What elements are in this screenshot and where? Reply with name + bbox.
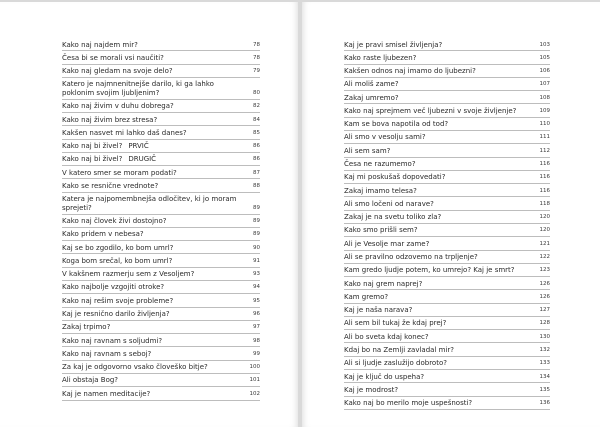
toc-entry-page-number: 91 <box>253 257 260 264</box>
toc-entry <box>344 91 550 104</box>
toc-entry-title: Kako naj gledam na svoje delo? <box>62 67 173 76</box>
toc-entry-title: Kako naj ravnam s seboj? <box>62 349 152 358</box>
toc-entry-title: Zakaj umremo? <box>344 93 399 102</box>
toc-entry <box>344 65 550 78</box>
toc-entry-title: Kako naj človek živi dostojno? <box>62 217 167 226</box>
toc-entry-page-number: 100 <box>249 364 260 371</box>
toc-entry <box>62 140 260 153</box>
toc-entry-page-number: 99 <box>253 350 260 357</box>
right-page <box>302 2 600 427</box>
toc-entry-page-number: 84 <box>253 116 260 123</box>
toc-entry-title: Kako raste ljubezen? <box>344 53 417 62</box>
toc-entry-title: Kaj je ključ do uspeha? <box>344 372 425 381</box>
toc-entry <box>344 144 550 157</box>
toc-entry-title: Ali bo sveta kdaj konec? <box>344 332 429 341</box>
toc-entry-page-number: 80 <box>253 89 260 96</box>
toc-entry <box>344 184 550 197</box>
toc-entry-page-number: 89 <box>253 231 260 238</box>
toc-entry <box>344 78 550 91</box>
toc-entry-title: Kaj mi poskušaš dopovedati? <box>344 173 446 182</box>
toc-entry-title: Kako naj živim v duhu dobrega? <box>62 102 174 111</box>
toc-entry-page-number: 135 <box>539 386 550 393</box>
toc-entry-title: Kakšen nasvet mi lahko daš danes? <box>62 128 187 137</box>
toc-entry <box>62 113 260 126</box>
toc-entry <box>344 251 550 264</box>
toc-entry-page-number: 94 <box>253 284 260 291</box>
toc-entry-page-number: 126 <box>539 293 550 300</box>
toc-entry <box>62 294 260 307</box>
toc-entry-title: Ali se pravilno odzovemo na trpljenje? <box>344 253 478 261</box>
toc-entry-title: Kako pridem v nebesa? <box>62 230 144 239</box>
toc-entry-page-number: 86 <box>253 156 260 163</box>
toc-entry-page-number: 110 <box>539 121 550 128</box>
toc-entry-title: Česa ne razumemo? <box>344 160 416 169</box>
toc-entry <box>62 374 260 387</box>
toc-entry <box>344 343 550 356</box>
toc-entry <box>62 241 260 254</box>
toc-entry <box>344 277 550 290</box>
left-page <box>0 2 298 427</box>
toc-entry <box>344 304 550 317</box>
toc-entry-page-number: 132 <box>539 346 550 353</box>
toc-entry-page-number: 86 <box>253 143 260 150</box>
toc-entry-title: Zakaj trpimo? <box>62 323 111 332</box>
toc-entry-page-number: 127 <box>539 307 550 314</box>
toc-entry-title: Ali sem sam? <box>344 146 391 155</box>
toc-entry-page-number: 93 <box>253 271 260 278</box>
toc-entry-page-number: 79 <box>253 68 260 75</box>
toc-entry <box>344 171 550 184</box>
toc-entry-page-number: 116 <box>539 161 550 168</box>
toc-entry-title: Kako naj bi živel? <box>62 142 123 151</box>
toc-entry <box>62 347 260 360</box>
toc-entry <box>62 179 260 192</box>
toc-entry-page-number: 89 <box>253 204 260 211</box>
toc-entry <box>344 330 550 343</box>
toc-entry-title: Kaj je pravi smisel življenja? <box>344 40 443 49</box>
toc-entry-title: Katera je najpomembnejša odločitev, ki jo moram sprejeti? <box>62 195 237 212</box>
toc-entry <box>62 51 260 64</box>
toc-entry-title: Za kaj je odgovorno vsako človeško bitje? <box>62 363 208 372</box>
toc-entry-title: Kako naj ravnam s soljudmi? <box>62 336 163 345</box>
toc-entry-extra: DRUGIČ <box>128 155 157 164</box>
toc-entry <box>62 65 260 78</box>
toc-entry <box>344 317 550 330</box>
toc-entry <box>62 281 260 294</box>
toc-entry <box>344 158 550 171</box>
toc-entry <box>344 38 550 51</box>
toc-entry <box>62 334 260 347</box>
toc-entry-title: Kaj je namen meditacije? <box>62 389 151 398</box>
toc-entry-page-number: 89 <box>253 218 260 225</box>
toc-entry-title: V kakšnem razmerju sem z Vesoljem? <box>62 270 195 279</box>
toc-entry-page-number: 90 <box>253 244 260 251</box>
toc-entry <box>62 215 260 228</box>
toc-entry <box>344 118 550 131</box>
toc-entry <box>62 38 260 51</box>
toc-entry <box>344 397 550 410</box>
toc-entry-title: Ali smo ločeni od narave? <box>344 199 434 208</box>
toc-entry-title: Zakaj je na svetu toliko zla? <box>344 213 442 222</box>
toc-entry <box>344 104 550 117</box>
toc-entry-page-number: 122 <box>539 254 550 260</box>
toc-entry-title: Ali moliš zame? <box>344 80 399 89</box>
toc-entry-title: Koga bom srečal, ko bom umrl? <box>62 256 173 265</box>
toc-entry-title: Kako naj bi živel? <box>62 155 123 164</box>
toc-entry-title: Ali smo v vesolju sami? <box>344 133 426 142</box>
toc-entry-page-number: 130 <box>539 333 550 340</box>
toc-entry-page-number: 121 <box>539 240 550 247</box>
toc-entry-title: Kdaj bo na Zemlji zavladal mir? <box>344 345 454 354</box>
toc-entry-title: Kaj se bo zgodilo, ko bom umrl? <box>62 243 174 252</box>
toc-entry-extra: PRVIČ <box>128 142 149 151</box>
toc-entry-page-number: 102 <box>249 390 260 397</box>
toc-entry-page-number: 78 <box>253 54 260 61</box>
toc-entry-page-number: 85 <box>253 129 260 136</box>
toc-entry-title: Kako naj rešim svoje probleme? <box>62 296 174 305</box>
toc-entry-page-number: 105 <box>539 54 550 61</box>
toc-entry-title: Katero je najmnenitnejše darilo, ki ga lahko poklonim svojim ljubljenim? <box>62 80 214 97</box>
toc-entry-page-number: 82 <box>253 103 260 110</box>
toc-entry-title: Kaj je naša narava? <box>344 306 413 315</box>
toc-entry-page-number: 108 <box>539 94 550 101</box>
toc-entry-title: Kako naj bo merilo moje uspešnosti? <box>344 399 473 408</box>
toc-entry <box>62 78 260 100</box>
toc-entry-title: Ali je Vesolje mar zame? <box>344 239 430 248</box>
toc-entry-page-number: 123 <box>539 267 550 274</box>
toc-entry-page-number: 133 <box>539 360 550 367</box>
toc-entry-page-number: 109 <box>539 107 550 114</box>
toc-entry <box>344 264 550 277</box>
toc-entry <box>62 361 260 374</box>
toc-entry <box>344 237 550 250</box>
toc-entry <box>62 308 260 321</box>
toc-list-right <box>344 38 550 410</box>
toc-entry <box>344 383 550 396</box>
toc-entry-page-number: 103 <box>539 41 550 48</box>
toc-entry-title: Kako se resnične vrednote? <box>62 181 159 190</box>
toc-entry-page-number: 136 <box>539 400 550 407</box>
toc-entry-page-number: 134 <box>539 373 550 380</box>
toc-entry <box>62 126 260 139</box>
toc-entry-page-number: 120 <box>539 227 550 234</box>
toc-entry-page-number: 107 <box>539 81 550 88</box>
toc-entry-page-number: 98 <box>253 337 260 344</box>
toc-entry <box>344 224 550 237</box>
toc-entry-page-number: 95 <box>253 297 260 304</box>
toc-entry-title: Kako naj sprejmem več ljubezni v svoje življenje? <box>344 106 517 115</box>
toc-list-left <box>62 38 260 401</box>
toc-entry <box>344 131 550 144</box>
toc-entry-page-number: 88 <box>253 182 260 189</box>
toc-entry-page-number: 101 <box>249 377 260 384</box>
toc-entry-page-number: 128 <box>539 320 550 327</box>
toc-entry-title: Kam se bova napotila od tod? <box>344 120 449 129</box>
toc-entry <box>62 100 260 113</box>
toc-entry <box>62 193 260 215</box>
toc-entry-title: Kako naj najdem mir? <box>62 40 138 49</box>
toc-entry-title: Kaj je resnično darilo življenja? <box>62 310 170 319</box>
toc-entry <box>62 166 260 179</box>
toc-entry-title: Kam gremo? <box>344 292 389 301</box>
toc-entry-title: Kam gredo ljudje potem, ko umrejo? Kaj je smrt? <box>344 266 515 275</box>
toc-entry <box>344 51 550 64</box>
toc-entry-page-number: 106 <box>539 68 550 75</box>
toc-entry-title: Česa bi se morali vsi naučiti? <box>62 53 164 62</box>
toc-entry <box>344 357 550 370</box>
toc-entry-title: Ali obstaja Bog? <box>62 376 119 385</box>
toc-entry-title: Kako smo prišli sem? <box>344 226 418 235</box>
toc-entry <box>344 211 550 224</box>
toc-entry <box>62 153 260 166</box>
toc-entry <box>344 290 550 303</box>
toc-entry-page-number: 96 <box>253 311 260 318</box>
toc-entry <box>62 387 260 400</box>
toc-entry-title: Kakšen odnos naj imamo do ljubezni? <box>344 67 476 76</box>
toc-entry-page-number: 118 <box>539 200 550 207</box>
toc-entry <box>344 370 550 383</box>
toc-entry-page-number: 116 <box>539 174 550 181</box>
toc-entry-page-number: 97 <box>253 324 260 331</box>
toc-entry-title: Kaj je modrost? <box>344 385 399 394</box>
toc-entry-title: Kako naj grem naprej? <box>344 279 423 288</box>
toc-entry-title: Kako naj živim brez stresa? <box>62 115 158 124</box>
toc-entry-page-number: 78 <box>253 41 260 48</box>
toc-entry-title: Ali sem bil tukaj že kdaj prej? <box>344 319 447 328</box>
toc-entry-page-number: 87 <box>253 169 260 176</box>
toc-entry-page-number: 112 <box>539 147 550 154</box>
toc-entry-page-number: 111 <box>539 134 550 141</box>
toc-entry-title: Ali si ljudje zaslužijo dobroto? <box>344 359 447 368</box>
toc-entry <box>62 228 260 241</box>
toc-entry-page-number: 126 <box>539 280 550 287</box>
toc-entry-title: Kako najbolje vzgojiti otroke? <box>62 283 165 292</box>
toc-entry <box>344 197 550 210</box>
toc-entry-title: Zakaj imamo telesa? <box>344 186 417 195</box>
toc-entry <box>62 268 260 281</box>
toc-entry-page-number: 120 <box>539 214 550 221</box>
toc-entry-page-number: 116 <box>539 187 550 194</box>
toc-entry-title: V katero smer se moram podati? <box>62 168 177 177</box>
toc-entry <box>62 254 260 267</box>
toc-entry <box>62 321 260 334</box>
